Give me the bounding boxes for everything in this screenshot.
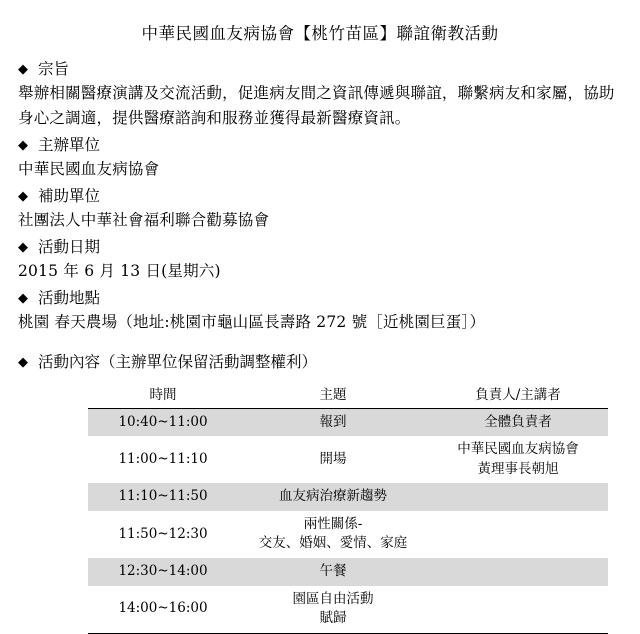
diamond-bullet-icon: ◆ (18, 290, 28, 306)
column-header-host: 負責人/主講者 (475, 386, 561, 403)
table-header-row (88, 380, 608, 409)
cell-topic: 開場 (319, 450, 347, 467)
table-row (88, 408, 608, 436)
section-body-purpose: 舉辦相關醫療演講及交流活動，促進病友間之資訊傳遞與聯誼，聯繫病友和家屬，協助身心之調適，提供醫療諮詢和服務並獲得最新醫療資訊。 (18, 84, 615, 128)
section-heading-organizer (18, 133, 622, 157)
diamond-bullet-icon: ◆ (18, 62, 28, 78)
cell-host-line1: 中華民國血友病協會 (457, 441, 579, 458)
cell-topic (238, 586, 428, 634)
section-heading-agenda (18, 350, 622, 374)
cell-topic-line1: 園區自由活動 (292, 590, 374, 607)
diamond-bullet-icon: ◆ (18, 189, 28, 205)
cell-time: 12:30~14:00 (88, 558, 238, 586)
cell-host-line2: 黃理事長朝旭 (477, 460, 559, 477)
section-body-location: 桃園 春天農場（地址:桃園市龜山區長壽路 272 號［近桃園巨蛋］） (18, 312, 486, 331)
section-heading-purpose-label: 宗旨 (38, 60, 70, 79)
cell-time: 10:40~11:00 (88, 408, 238, 436)
agenda-table-body (88, 408, 608, 633)
spacer (18, 335, 622, 348)
cell-topic-line2: 賦歸 (319, 610, 347, 627)
column-header-time: 時間 (149, 386, 177, 403)
section-heading-date (18, 235, 622, 259)
section-body-organizer: 中華民國血友病協會 (18, 160, 160, 179)
cell-topic-line1: 兩性關係- (303, 515, 363, 532)
cell-host (428, 586, 608, 634)
page-title: 中華民國血友病協會【桃竹苗區】聯誼衛教活動 (141, 24, 499, 43)
column-header-topic: 主題 (319, 386, 347, 403)
cell-topic: 報到 (238, 408, 428, 436)
agenda-table-head (88, 380, 608, 409)
section-heading-organizer-label: 主辦單位 (38, 136, 101, 155)
agenda-table (88, 380, 608, 634)
cell-topic: 血友病治療新趨勢 (238, 483, 428, 511)
table-row (88, 436, 608, 483)
cell-topic: 午餐 (238, 558, 428, 586)
cell-host (428, 511, 608, 558)
section-heading-agenda-label: 活動內容（主辦單位保留活動調整權利） (38, 352, 318, 371)
section-heading-date-label: 活動日期 (38, 237, 101, 256)
section-body-date: 2015 年 6 月 13 日(星期六) (18, 261, 221, 280)
cell-time: 11:10~11:50 (88, 483, 238, 511)
cell-topic (238, 511, 428, 558)
diamond-bullet-icon: ◆ (18, 239, 28, 255)
table-row (88, 483, 608, 511)
cell-time: 11:00~11:10 (118, 450, 208, 467)
table-row (88, 511, 608, 558)
cell-host (428, 483, 608, 511)
table-row (88, 558, 608, 586)
section-heading-location-label: 活動地點 (38, 288, 101, 307)
cell-time: 14:00~16:00 (88, 586, 238, 634)
section-heading-location (18, 286, 622, 310)
cell-host: 全體負責者 (428, 408, 608, 436)
diamond-bullet-icon: ◆ (18, 138, 28, 154)
diamond-bullet-icon: ◆ (18, 354, 28, 370)
section-body-sponsor: 社團法人中華社會福利聯合勸募協會 (18, 211, 270, 230)
section-heading-sponsor (18, 184, 622, 208)
section-heading-sponsor-label: 補助單位 (38, 187, 101, 206)
table-row (88, 586, 608, 634)
section-heading-purpose (18, 57, 622, 81)
cell-host (428, 558, 608, 586)
cell-host (428, 436, 608, 483)
cell-topic-line2: 交友、婚姻、愛情、家庭 (258, 535, 408, 552)
cell-time: 11:50~12:30 (118, 525, 208, 542)
